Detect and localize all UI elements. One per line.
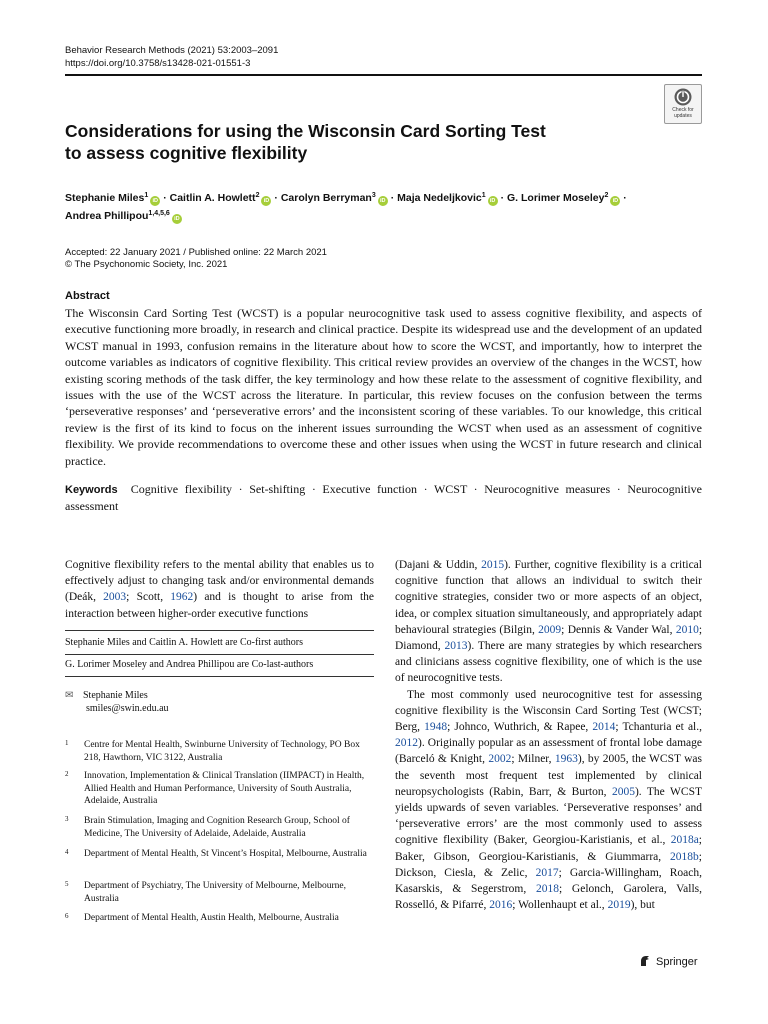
footnote-divider bbox=[65, 630, 374, 631]
check-for-updates-badge[interactable] bbox=[664, 84, 702, 124]
author-name[interactable]: G. Lorimer Moseley bbox=[506, 192, 605, 204]
citation-link[interactable]: 2012 bbox=[395, 737, 418, 750]
citation-link[interactable]: 2017 bbox=[535, 866, 559, 879]
affiliation-item bbox=[65, 815, 377, 840]
journal-citation: Behavior Research Methods (2021) 53:2003–2091 bbox=[65, 45, 279, 56]
author-affiliation: 2 bbox=[255, 192, 260, 199]
citation-link[interactable]: 2002 bbox=[488, 753, 512, 766]
citation-link[interactable]: 1963 bbox=[554, 753, 578, 766]
body-text: ), but bbox=[630, 899, 655, 912]
springer-horse-icon bbox=[638, 954, 652, 968]
orcid-icon[interactable]: iD bbox=[378, 196, 388, 206]
orcid-icon[interactable]: iD bbox=[610, 196, 620, 206]
affiliation-item bbox=[65, 880, 377, 905]
author-name[interactable]: Maja Nedeljkovic bbox=[397, 192, 482, 204]
abstract-text: The Wisconsin Card Sorting Test (WCST) is a popular neurocognitive task used to assess cognitive flexibility, and aspects of executive functioning more broadly, in research and clinical practice. Despite its widespread use and the development of an updated WCST manual in 1993, confusion remains in the literature about how to score the WCST, and importantly, how to interpret the outcome variables as indicators of cognitive flexibility. This critical review provides an overview of the changes in the WCST, how existing scoring methods of the task differ, the key terminology and how these relate to the assessment of cognitive flexibility, and issues with the use of the WCST across the literature. In particular, this review focuses on the confusion between the terms ‘perseverative responses’ and ‘perseverative errors’ and the inconsistent scoring of these variables. To our knowledge, this critical review is the first of its kind to focus on the inherent issues surrounding the WCST when used as an assessment of cognitive flexibility. We provide recommendations to overcome these and other issues when using the WCST in future research and clinical practice. bbox=[65, 306, 702, 468]
body-text: ), by 2005, the WCST was the seventh most frequent test implemented by clinical neuropsychologists (Rabin, Barr, & Burton, bbox=[395, 753, 702, 798]
envelope-icon: ✉ bbox=[65, 690, 74, 701]
doi-link[interactable]: https://doi.org/10.3758/s13428-021-01551-3 bbox=[65, 58, 251, 69]
affiliation-number: 5 bbox=[65, 880, 69, 888]
publisher-logo bbox=[638, 954, 698, 968]
citation-link[interactable]: 2003 bbox=[103, 591, 127, 604]
affiliation-item bbox=[65, 739, 377, 764]
publisher-name: Springer bbox=[656, 956, 698, 968]
citation-link[interactable]: 2018a bbox=[670, 834, 699, 847]
keywords-text: Cognitive flexibility · Set-shifting · Executive function · WCST · Neurocognitive measures · Neurocognitive assessment bbox=[65, 482, 703, 513]
author-affiliation: 1,4,5,6 bbox=[148, 210, 170, 217]
author-name[interactable]: Stephanie Miles bbox=[65, 192, 145, 204]
orcid-icon[interactable]: iD bbox=[150, 196, 160, 206]
affiliation-number: 4 bbox=[65, 848, 69, 856]
citation-link[interactable]: 2019 bbox=[607, 899, 631, 912]
correspondence bbox=[65, 689, 169, 715]
affiliation-text: Innovation, Implementation & Clinical Translation (IIMPACT) in Health, Allied Health and Human Performance, University of South Australia, Adelaide, Australia bbox=[84, 771, 365, 806]
affiliation-text: Brain Stimulation, Imaging and Cognition Research Group, School of Medicine, The University of Adelaide, Adelaide, Australia bbox=[84, 816, 350, 839]
citation-link[interactable]: 2014 bbox=[592, 721, 616, 734]
orcid-icon[interactable]: iD bbox=[488, 196, 498, 206]
body-text: ; Garcia-Willingham, Roach, Kasarskis, & Segerstrom, bbox=[395, 866, 702, 896]
affiliation-item bbox=[65, 770, 377, 808]
title-line-2: to assess cognitive flexibility bbox=[65, 143, 308, 163]
affiliation-item bbox=[65, 912, 377, 925]
publication-dates bbox=[65, 247, 327, 271]
keywords bbox=[65, 482, 702, 514]
right-column-body bbox=[395, 557, 702, 913]
body-paragraph bbox=[395, 557, 702, 687]
affiliation-text: Department of Mental Health, St Vincent’s Hospital, Melbourne, Australia bbox=[84, 849, 367, 859]
body-text: ; Baker, Gibson, Georgiou-Karistianis, & Giummarra, bbox=[395, 834, 702, 863]
correspondence-name: Stephanie Miles bbox=[83, 690, 148, 701]
body-text: ; Dennis & Vander Wal, bbox=[561, 623, 676, 636]
author-affiliation: 3 bbox=[371, 192, 376, 199]
author-affiliation: 1 bbox=[144, 192, 149, 199]
affiliation-item bbox=[65, 848, 377, 861]
citation-link[interactable]: 2018b bbox=[670, 850, 699, 863]
citation-link[interactable]: 1948 bbox=[424, 721, 448, 734]
body-text: ; Milner, bbox=[511, 753, 555, 766]
citation-link[interactable]: 2010 bbox=[675, 623, 699, 636]
affiliation-text: Department of Mental Health, Austin Health, Melbourne, Australia bbox=[84, 913, 339, 923]
abstract-heading: Abstract bbox=[65, 290, 110, 302]
author-name[interactable]: Caitlin A. Howlett bbox=[169, 192, 256, 204]
citation-link[interactable]: 2018 bbox=[536, 883, 559, 896]
body-text: ). Further, cognitive flexibility is a critical cognitive function that allows an individual to switch their cognitive strategies, consider two or more aspects of an object, idea, or complex situation simultaneously, and appropriately adapt behavioural strategies (Bilgin, bbox=[395, 559, 702, 636]
co-last-authors-note: G. Lorimer Moseley and Andrea Phillipou are Co-last-authors bbox=[65, 659, 314, 670]
body-text: The most commonly used neurocognitive test for assessing cognitive flexibility is the Wisconsin Card Sorting Test (WCST; Berg, bbox=[395, 688, 702, 734]
correspondence-email[interactable]: smiles@swin.edu.au bbox=[86, 703, 169, 714]
body-text: (Dajani & Uddin, bbox=[395, 559, 482, 571]
body-text: ; Tchanturia et al., bbox=[615, 721, 702, 734]
affiliation-text: Department of Psychiatry, The University of Melbourne, Melbourne, Australia bbox=[84, 881, 346, 904]
citation-link[interactable]: 1962 bbox=[170, 591, 194, 604]
body-text: ; Wollenhaupt et al., bbox=[512, 899, 608, 912]
co-first-authors-note: Stephanie Miles and Caitlin A. Howlett are Co-first authors bbox=[65, 637, 304, 648]
accepted-published-line: Accepted: 22 January 2021 / Published online: 22 March 2021 bbox=[65, 247, 327, 258]
affiliation-number: 6 bbox=[65, 912, 69, 920]
affiliation-number: 2 bbox=[65, 770, 69, 778]
copyright-line: © The Psychonomic Society, Inc. 2021 bbox=[65, 259, 228, 270]
body-text: ; Johnco, Wuthrich, & Rapee, bbox=[447, 721, 593, 734]
citation-link[interactable]: 2009 bbox=[538, 623, 562, 636]
citation-link[interactable]: 2016 bbox=[489, 899, 513, 912]
check-for-updates-label: Check for updates bbox=[672, 107, 694, 119]
author-name[interactable]: Andrea Phillipou bbox=[65, 210, 149, 222]
author-list bbox=[65, 189, 705, 225]
orcid-icon[interactable]: iD bbox=[172, 214, 182, 224]
body-paragraph bbox=[395, 687, 702, 914]
check-for-updates-icon bbox=[674, 88, 692, 106]
affiliation-text: Centre for Mental Health, Swinburne University of Technology, PO Box 218, Hawthorn, VIC 3122, Australia bbox=[84, 740, 360, 763]
body-text: ). There are many strategies by which researchers and clinicians assess cognitive flexibility, one of which is the use of neurocognitive tests. bbox=[395, 640, 702, 685]
keywords-label: Keywords bbox=[65, 484, 118, 496]
author-separator: · bbox=[623, 192, 627, 204]
body-text: ). Originally popular as an assessment of frontal lobe damage (Barceló & Knight, bbox=[395, 737, 702, 766]
author-separator: · bbox=[390, 192, 395, 204]
body-text: ). The WCST yields upwards of seven variables. ‘Perseverative responses’ and ‘perseverative errors’ are the most commonly used to assess cognitive flexibility (Baker, Georgiou-Karistianis, et al., bbox=[395, 785, 702, 847]
author-name[interactable]: Carolyn Berryman bbox=[280, 192, 372, 204]
journal-header bbox=[65, 44, 278, 70]
article-title bbox=[65, 120, 625, 164]
body-text: ; Gelonch, Garolera, Valls, Rosselló, & Pifarré, bbox=[395, 883, 702, 912]
body-text: ; Dickson, Ciesla, & Zelic, bbox=[395, 850, 702, 879]
citation-link[interactable]: 2005 bbox=[611, 785, 635, 798]
orcid-icon[interactable]: iD bbox=[261, 196, 271, 206]
citation-link[interactable]: 2015 bbox=[481, 559, 505, 571]
author-affiliation: 1 bbox=[481, 192, 486, 199]
author-separator: · bbox=[274, 192, 278, 204]
header-rule bbox=[65, 74, 702, 76]
affiliation-number: 3 bbox=[65, 815, 69, 823]
footnote-divider bbox=[65, 676, 374, 677]
author-affiliation: 2 bbox=[604, 192, 609, 199]
intro-paragraph: Cognitive flexibility refers to the mental ability that enables us to effectively adjust to changing task and/or environmental demands (Deák, 2003; Scott, 1962) and is thought to arise from the interaction between higher-order executive functions bbox=[65, 559, 374, 620]
citation-link[interactable]: 2013 bbox=[444, 640, 468, 653]
footnote-divider bbox=[65, 654, 374, 655]
author-separator: · bbox=[163, 192, 167, 204]
affiliation-number: 1 bbox=[65, 739, 69, 747]
title-line-1: Considerations for using the Wisconsin Card Sorting Test bbox=[65, 121, 546, 141]
body-text: ; Diamond, bbox=[395, 623, 703, 653]
author-separator: · bbox=[500, 192, 505, 204]
